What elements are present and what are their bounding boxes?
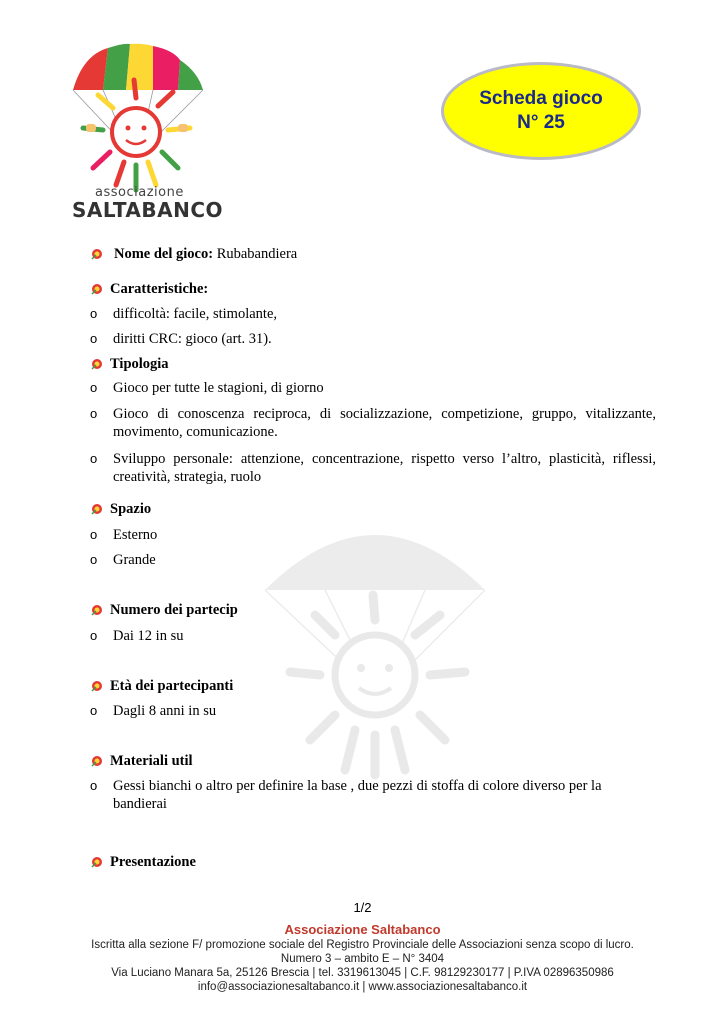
typology-heading: [90, 355, 169, 373]
list-marker: o: [90, 406, 98, 421]
characteristics-heading: [90, 280, 208, 298]
flower-bullet-icon: [90, 357, 104, 371]
list-item: [90, 551, 656, 569]
logo-text-association: associazione: [95, 185, 184, 200]
flower-bullet-icon: [90, 502, 104, 516]
list-item-text: Gioco di conoscenza reciproca, di socializzazione, competizione, gruppo, vitalizzante, movimento, comunicazione.: [113, 406, 656, 440]
list-marker: o: [90, 451, 98, 466]
list-item: [90, 777, 610, 813]
typology-label: Tipologia: [110, 356, 169, 372]
list-marker: o: [90, 778, 98, 793]
list-item: [90, 702, 656, 720]
list-item: [90, 450, 656, 486]
list-marker: o: [90, 331, 98, 346]
materials-heading: [90, 752, 193, 770]
space-heading: [90, 500, 151, 518]
flower-bullet-icon: [90, 754, 104, 768]
age-heading: [90, 677, 233, 695]
footer-number-line: Numero 3 – ambito E – N° 3404: [280, 953, 445, 965]
age-label: Età dei partecipanti: [110, 678, 234, 694]
watermark-logo: [255, 500, 495, 800]
list-item-text: Grande: [113, 552, 156, 568]
flower-bullet-icon: [90, 855, 104, 869]
list-item: [90, 526, 656, 544]
game-card-badge: [441, 62, 641, 160]
presentation-label: Presentazione: [110, 854, 196, 870]
presentation-heading: [90, 853, 196, 871]
list-item: [90, 627, 656, 645]
list-item-text: Esterno: [113, 527, 158, 543]
footer-org-name: Associazione Saltabanco: [284, 922, 441, 937]
flower-bullet-icon: [90, 247, 104, 261]
participants-label: Numero dei partecip: [110, 602, 238, 618]
badge-title: Scheda gioco: [479, 88, 603, 109]
footer-registry-line: Iscritta alla sezione F/ promozione sociale del Registro Provinciale delle Associazioni senza scopo di lucro.: [91, 939, 634, 951]
game-name-value: Rubabandiera: [216, 246, 298, 262]
materials-label: Materiali util: [110, 753, 193, 769]
list-item-text: Dagli 8 anni in su: [113, 703, 217, 719]
list-marker: o: [90, 527, 98, 542]
badge-number: N° 25: [517, 112, 565, 133]
list-item-text: Gessi bianchi o altro per definire la base , due pezzi di stoffa di colore diverso per la bandierai: [113, 778, 602, 812]
list-item: [90, 305, 656, 323]
list-marker: o: [90, 628, 98, 643]
flower-bullet-icon: [90, 679, 104, 693]
game-name-row: [90, 245, 297, 263]
list-item-text: difficoltà: facile, stimolante,: [113, 306, 278, 322]
list-marker: o: [90, 703, 98, 718]
game-name-label: Nome del gioco:: [114, 246, 214, 262]
flower-bullet-icon: [90, 282, 104, 296]
list-marker: o: [90, 380, 98, 395]
flower-bullet-icon: [90, 603, 104, 617]
list-item-text: Sviluppo personale: attenzione, concentrazione, rispetto verso l’altro, plasticità, riflessi, creatività, strategia, ruolo: [113, 451, 656, 485]
characteristics-label: Caratteristiche:: [110, 281, 209, 297]
list-item-text: diritti CRC: gioco (art. 31).: [113, 331, 272, 347]
list-item: [90, 330, 656, 348]
footer-contact-line: info@associazionesaltabanco.it | www.associazionesaltabanco.it: [197, 981, 528, 993]
list-marker: o: [90, 552, 98, 567]
list-item: [90, 405, 656, 441]
list-item: [90, 379, 656, 397]
participants-heading: [90, 601, 238, 619]
space-label: Spazio: [110, 501, 152, 517]
page-number: 1/2: [353, 900, 372, 915]
footer-address-line: Via Luciano Manara 5a, 25126 Brescia | tel. 3319613045 | C.F. 98129230177 | P.IVA 02896350986: [111, 967, 614, 979]
logo-text-saltabanco: SALTABANCO: [72, 198, 224, 222]
list-marker: o: [90, 306, 98, 321]
list-item-text: Dai 12 in su: [113, 628, 184, 644]
list-item-text: Gioco per tutte le stagioni, di giorno: [113, 380, 324, 396]
